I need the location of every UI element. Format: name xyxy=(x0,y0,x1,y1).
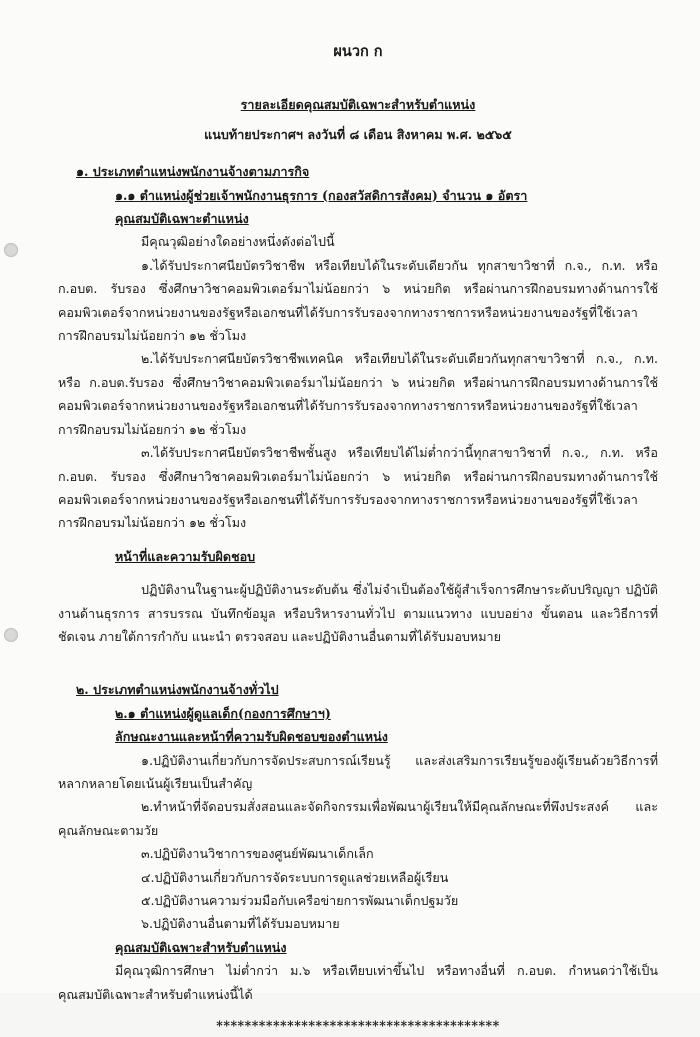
punch-hole xyxy=(4,243,18,257)
section-2-position: ๒.๑ ตำแหน่งผู้ดูแลเด็ก(กองการศึกษาฯ) xyxy=(115,705,331,721)
document-subtitle: รายละเอียดคุณสมบัติเฉพาะสำหรับตำแหน่ง xyxy=(240,97,476,113)
qualification-item: ๓.ได้รับประกาศนียบัตรวิชาชีพชั้นสูง หรือเทียบได้ไม่ต่ำกว่านี้ทุกสาขาวิชาที่ ก.จ., ก.ท. หรือ ก.อบต. รับรอง ซึ่งศึกษาวิชาคอมพิวเตอร์มาไม่น้อยกว่า ๖ หน่วยกิต หรือผ่านการฝึกอบรมทางด้านการใช้คอมพิวเตอร์จากหน่วยงานของรัฐหรือเอกชนที่ได้รับการรับรองจากทางราชการหรือหน่วยงานของรัฐที่ใช้เวลาการฝึกอบรมไม่น้อยกว่า ๑๒ ชั่วโมง xyxy=(58,445,658,531)
section-2-qual-heading: คุณสมบัติเฉพาะสำหรับตำแหน่ง xyxy=(115,939,287,955)
section-2-heading: ๒. ประเภทตำแหน่งพนักงานจ้างทั่วไป xyxy=(76,682,279,698)
punch-hole xyxy=(4,628,18,642)
duty-item: ๓.ปฏิบัติงานวิชาการของศูนย์พัฒนาเด็กเล็ก xyxy=(141,846,374,862)
attachment-line: แนบท้ายประกาศฯ ลงวันที่ ๘ เดือน สิงหาคม พ.ศ. ๒๕๖๕ xyxy=(204,126,512,142)
footer-stars: **************************************** xyxy=(216,1018,500,1034)
section-2-duty-heading: ลักษณะงานและหน้าที่ความรับผิดชอบของตำแหน่ง xyxy=(115,729,388,745)
document-content xyxy=(58,40,658,1037)
section-1-duty-text: ปฏิบัติงานในฐานะผู้ปฏิบัติงานระดับต้น ซึ่งไม่จำเป็นต้องใช้ผู้สำเร็จการศึกษาระดับปริญญา ปฏิบัติงานด้านธุรการ สารบรรณ บันทึกข้อมูล หรือบริหารงานทั่วไป ตามแนวทาง แบบอย่าง ขั้นตอน และวิธีการที่ชัดเจน ภายใต้การกำกับ แนะนำ ตรวจสอบ และปฏิบัติงานอื่นตามที่ได้รับมอบหมาย xyxy=(58,582,658,644)
duty-item: ๒.ทำหน้าที่จัดอบรมสั่งสอนและจัดกิจกรรมเพื่อพัฒนาผู้เรียนให้มีคุณลักษณะที่พึงประสงค์ และคุณลักษณะตามวัย xyxy=(58,799,658,838)
section-1-duty-heading: หน้าที่และความรับผิดชอบ xyxy=(115,548,256,564)
section-1-qual-heading: คุณสมบัติเฉพาะตำแหน่ง xyxy=(115,211,249,227)
section-1-position: ๑.๑ ตำแหน่งผู้ช่วยเจ้าพนักงานธุรการ (กองสวัสดิการสังคม) จำนวน ๑ อัตรา xyxy=(115,187,528,203)
qualification-item: ๒.ได้รับประกาศนียบัตรวิชาชีพเทคนิค หรือเทียบได้ในระดับเดียวกันทุกสาขาวิชาที่ ก.จ., ก.ท. หรือ ก.อบต.รับรอง ซึ่งศึกษาวิชาคอมพิวเตอร์มาไม่น้อยกว่า ๖ หน่วยกิต หรือผ่านการฝึกอบรมทางด้านการใช้คอมพิวเตอร์จากหน่วยงานของรัฐหรือเอกชนที่ได้รับการรับรองจากทางราชการหรือหน่วยงานของรัฐที่ใช้เวลาการฝึกอบรมไม่น้อยกว่า ๑๒ ชั่วโมง xyxy=(58,351,658,437)
duty-item: ๑.ปฏิบัติงานเกี่ยวกับการจัดประสบการณ์เรียนรู้ และส่งเสริมการเรียนรู้ของผู้เรียนด้วยวิธีการที่หลากหลายโดยเน้นผู้เรียนเป็นสำคัญ xyxy=(58,752,658,791)
section-2-qual-text: มีคุณวุฒิการศึกษา ไม่ต่ำกว่า ม.๖ หรือเทียบเท่าขึ้นไป หรือทางอื่นที่ ก.อบต. กำหนดว่าใช้เป็นคุณสมบัติเฉพาะสำหรับตำแหน่งนี้ได้ xyxy=(58,963,658,1002)
qualification-item: ๑.ได้รับประกาศนียบัตรวิชาชีพ หรือเทียบได้ในระดับเดียวกัน ทุกสาขาวิชาที่ ก.จ., ก.ท. หรือ ก.อบต. รับรอง ซึ่งศึกษาวิชาคอมพิวเตอร์มาไม่น้อยกว่า ๖ หน่วยกิต หรือผ่านการฝึกอบรมทางด้านการใช้คอมพิวเตอร์จากหน่วยงานของรัฐหรือเอกชนที่ได้รับการรับรองจากทางราชการหรือหน่วยงานของรัฐที่ใช้เวลาการฝึกอบรมไม่น้อยกว่า ๑๒ ชั่วโมง xyxy=(58,257,658,344)
section-1-heading: ๑. ประเภทตำแหน่งพนักงานจ้างตามภารกิจ xyxy=(76,164,310,180)
duty-item: ๕.ปฏิบัติงานความร่วมมือกับเครือข่ายการพัฒนาเด็กปฐมวัย xyxy=(141,893,459,908)
duty-item: ๖.ปฏิบัติงานอื่นตามที่ได้รับมอบหมาย xyxy=(141,916,340,932)
qual-intro: มีคุณวุฒิอย่างใดอย่างหนึ่งดังต่อไปนี้ xyxy=(141,234,335,250)
page-title: ผนวก ก xyxy=(333,43,383,60)
duty-item: ๔.ปฏิบัติงานเกี่ยวกับการจัดระบบการดูแลช่วยเหลือผู้เรียน xyxy=(141,869,449,885)
